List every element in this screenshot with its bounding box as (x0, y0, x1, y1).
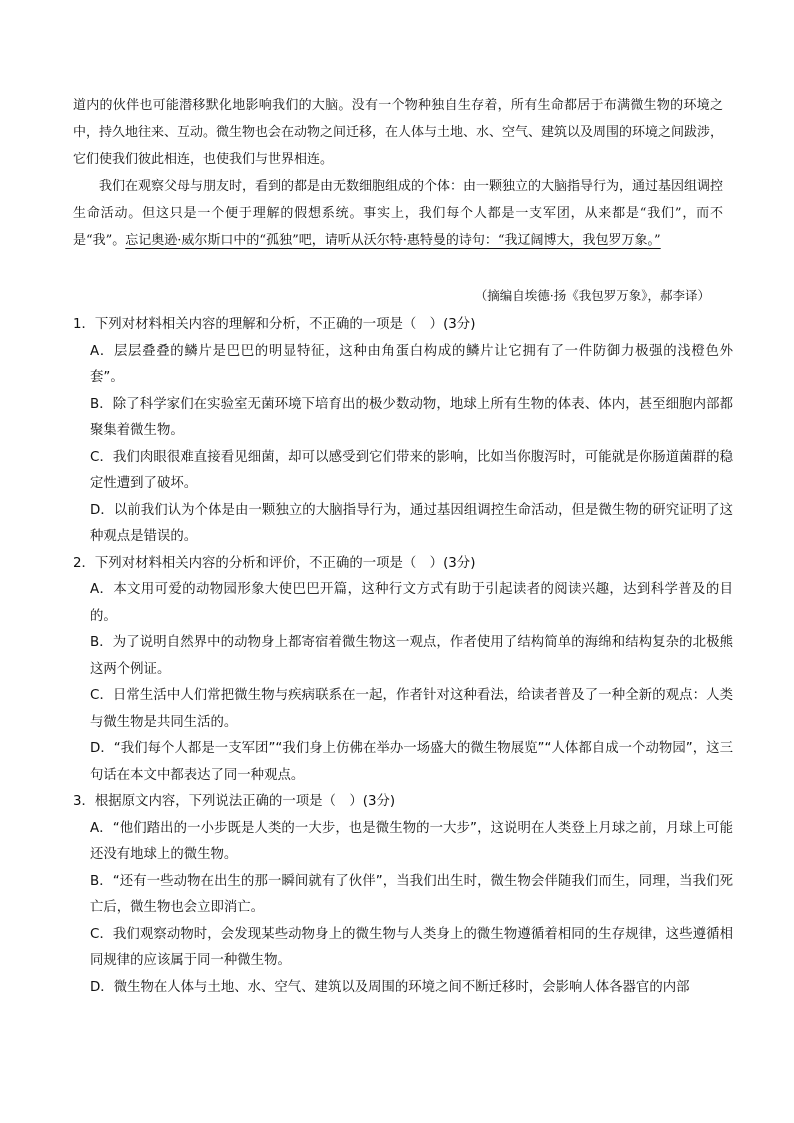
question-stem: 3．根据原文内容，下列说法正确的一项是（ ）(3分) (73, 794, 396, 809)
option-c: C．我们肉眼很难直接看见细菌，却可以感受到它们带来的影响，比如当你腹泻时，可能就是你肠道菌群的稳定性遭到了破坏。 (90, 449, 733, 491)
reading-passage (73, 92, 723, 254)
option-b: B．除了科学家们在实验室无菌环境下培育出的极少数动物，地球上所有生物的体表、体内，甚至细胞内部都聚集着微生物。 (90, 396, 733, 438)
question-stem: 1．下列对材料相关内容的理解和分析，不正确的一项是（ ）(3分) (73, 317, 476, 332)
option-b: B．为了说明自然界中的动物身上都寄宿着微生物这一观点，作者使用了结构简单的海绵和结构复杂的北极熊这两个例证。 (90, 635, 733, 677)
option-d: D．微生物在人体与土地、水、空气、建筑以及周围的环境之间不断迁移时，会影响人体各器官的内部 (90, 979, 690, 995)
question-2 (73, 551, 733, 790)
option-a: A．本文用可爱的动物园形象大使巴巴开篇，这种行文方式有助于引起读者的阅读兴趣，达到科学普及的目的。 (90, 582, 733, 624)
option-a: A．“他们踏出的一小步既是人类的一大步，也是微生物的一大步”，这说明在人类登上月球之前，月球上可能还没有地球上的微生物。 (90, 820, 733, 862)
question-3 (73, 789, 733, 1001)
passage-paragraph-2-text: 我们在观察父母与朋友时，看到的都是由无数细胞组成的个体：由一颗独立的大脑指导行为，通过基因组调控生命活动。但这只是一个便于理解的假想系统。事实上，我们每个人都是一支军团，从来都是“我们”，而不是“我”。 (73, 179, 724, 248)
question-stem: 2．下列对材料相关内容的分析和评价，不正确的一项是（ ）(3分) (73, 555, 476, 571)
option-c: C．日常生活中人们常把微生物与疾病联系在一起，作者针对这种看法，给读者普及了一种全新的观点：人类与微生物是共同生活的。 (90, 688, 733, 730)
question-list (73, 312, 733, 1001)
option-a: A．层层叠叠的鳞片是巴巴的明显特征，这种由角蛋白构成的鳞片让它拥有了一件防御力极强的浅橙色外套”。 (90, 343, 733, 385)
passage-paragraph-2 (73, 173, 723, 254)
option-d: D．以前我们认为个体是由一颗独立的大脑指导行为，通过基因组调控生命活动，但是微生物的研究证明了这种观点是错误的。 (90, 502, 733, 544)
passage-underlined-quote: 忘记奥逊·威尔斯口中的“孤独”吧，请听从沃尔特·惠特曼的诗句：“我辽阔博大，我包罗万象。” (125, 233, 661, 248)
passage-paragraph-1: 道内的伙伴也可能潜移默化地影响我们的大脑。没有一个物种独自生存着，所有生命都居于布满微生物的环境之中，持久地往来、互动。微生物也会在动物之间迁移，在人体与土地、水、空气、建筑以及周围的环境之间跋涉，它们使我们彼此相连，也使我们与世界相连。 (73, 98, 724, 167)
option-d: D．“我们每个人都是一支军团”“我们身上仿佛在举办一场盛大的微生物展览”“人体都自成一个动物园”，这三句话在本文中都表达了同一种观点。 (90, 741, 733, 783)
option-b: B．“还有一些动物在出生的那一瞬间就有了伙伴”，当我们出生时，微生物会伴随我们而生，同理，当我们死亡后，微生物也会立即消亡。 (90, 873, 733, 915)
source-attribution: （摘编自埃德·扬《我包罗万象》，郝李译） (474, 288, 710, 303)
question-1 (73, 312, 733, 551)
option-c: C．我们观察动物时，会发现某些动物身上的微生物与人类身上的微生物遵循着相同的生存规律，这些遵循相同规律的应该属于同一种微生物。 (90, 926, 733, 968)
